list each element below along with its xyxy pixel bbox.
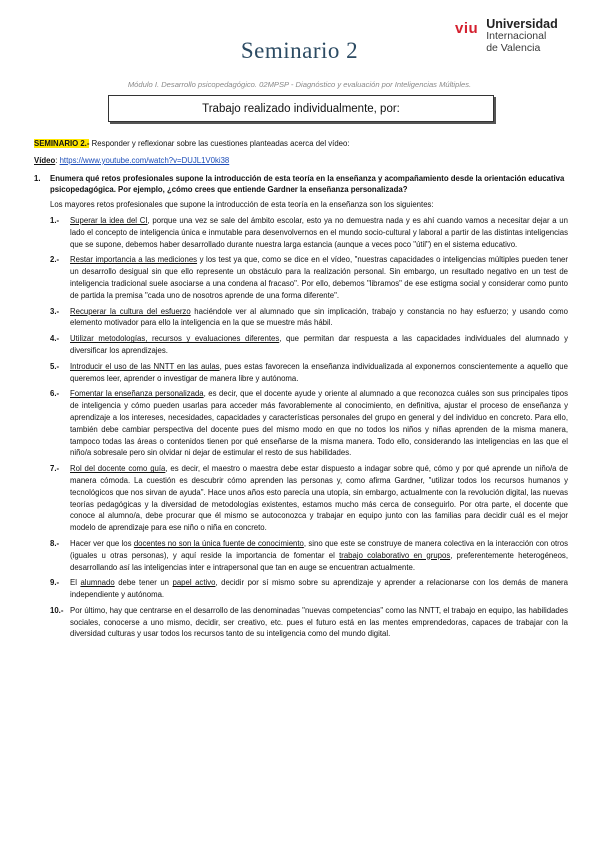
list-item — [50, 215, 568, 250]
author-box — [108, 95, 494, 122]
question — [34, 173, 568, 197]
list-item-number: 1.- — [50, 215, 60, 225]
item-text-part: haciéndole ver al alumnado que sin implicación, trabajo y constancia no hay esfuerzo; y usando como elemento motivador para ello la inteligencia en la que se muestre más hábil. — [70, 306, 568, 328]
list-item-text — [70, 254, 568, 301]
list-item — [50, 463, 568, 534]
seminar-label: SEMINARIO 2.- — [34, 139, 90, 148]
list-item-number: 4.- — [50, 334, 60, 344]
seminar-instruction — [34, 138, 568, 150]
list-item-number: 6.- — [50, 389, 60, 399]
item-text-part: debe tener un — [114, 578, 173, 588]
list-item-number: 8.- — [50, 538, 60, 548]
item-text-part: , que permitan dar respuesta a las capacidades individuales del alumnado y diversificar los aprendizajes. — [70, 334, 568, 355]
item-text-part: Hacer ver que los — [70, 538, 134, 548]
list-item-text — [70, 361, 568, 385]
list-item-number: 5.- — [50, 361, 60, 371]
list-item — [50, 254, 568, 301]
item-text-part: Por último, hay que centrarse en el desarrollo de las denominadas "nuevas competencias" como las NNTT, el trabajo en equipo, las habilidades sociales, conocerse a uno mismo, decidir, ser creativo, etc. pues el futuro está en las mentes emprendedoras, capaces de trabajar con la diversidad culturas y usar todos los recursos tanto de su inteligencia como del mundo digital. — [70, 605, 568, 639]
item-text-part: , es decir, el maestro o maestra debe estar dispuesto a indagar sobre qué, cómo y por qué aprende un niño/a de manera cómoda. La cuestión es descubrir cómo aprenden las personas y, como afirma Gardner, "utilizar todos los recursos humanos y tecnológicos que nos sirvan de ayuda". Hace unos años esto parecía una utopía, sin embargo, actualmente con la revolución digital, las nuevas teorías pedagógicas y la diversidad de metodologías existentes, estamos mucho más cerca de conseguirlo. Por otra parte, el docente que conoce al alumno/a, debe procurar que él mismo se autoconozca y trabajar en equipo junto con las familias para decidir cuál es el mejor modelo de aprendizaje para ese niño o niña en concreto. — [70, 464, 568, 533]
answer-intro: Los mayores retos profesionales que supone la introducción de esta teoría en la enseñanza son los siguientes: — [50, 200, 434, 210]
list-item-number: 2.- — [50, 255, 60, 265]
list-item-text — [70, 538, 568, 573]
list-item-text — [70, 215, 568, 250]
underlined-text: alumnado — [80, 578, 115, 588]
question-number: 1. — [34, 173, 41, 183]
question-text: Enumera qué retos profesionales supone la introducción de esta teoría en la enseñanza y acompañamiento desde la orientación educativa psicopedagógica. Por ejemplo, ¿cómo crees que entiende Gardner la enseñanza personalizada? — [50, 173, 565, 195]
university-name-line3: de Valencia — [486, 42, 541, 54]
item-text-part: , es decir, que el docente ayude y oriente al alumnado a que reconozca cuáles son sus principales tipos de inteligencia y cómo pueden usarlas para acceder más favorablemente al conocimiento, en definitiva, ajustar el proceso de enseñanza y aprendizaje a los intereses, necesidades, capacidades y características personales del grupo en general y del individuo en concreto. Para ello, también debe cambiar perspectiva del docente pues del mismo modo en que no todos los niños y niñas aprenden de la misma manera, tampoco todas las áreas o contenidos tienen por qué enseñarse de la misma manera. Todo ello, considerando las inteligencias en las que el niño/a sobresale pero sin olvidar ni dejar de estimular el resto de sus habilidades. — [70, 389, 568, 458]
seminar-text: Responder y reflexionar sobre las cuestiones planteadas acerca del vídeo: — [89, 139, 350, 148]
underlined-text: Restar importancia a las mediciones — [70, 255, 198, 265]
video-label: Vídeo — [34, 155, 56, 165]
item-text-part: , pues estas favorecen la enseñanza individualizada al exponernos conscientemente a aquello que queremos leer, aprender o investigar de manera libre y autónoma. — [70, 361, 568, 383]
video-line — [34, 155, 568, 167]
list-item-text — [70, 605, 568, 640]
list-item-text — [70, 463, 568, 534]
item-text-part: , preferentemente heterogéneos, desarrollando así las inteligencias inter e intrapersonal que tan en auge se encuentran actualmente. — [70, 550, 568, 572]
list-item-number: 9.- — [50, 578, 60, 588]
module-subtitle: Módulo I. Desarrollo psicopedagógico. 02MPSP - Diagnóstico y evaluación por Inteligencias Múltiples. — [127, 80, 472, 89]
list-item — [50, 538, 568, 573]
item-text-part: , decidir por sí mismo sobre su aprendizaje y aprender a relacionarse con los demás de manera independiente y autónoma. — [70, 578, 568, 600]
page-title: Seminario 2 — [240, 38, 359, 63]
list-item — [50, 577, 568, 601]
list-item — [50, 388, 568, 459]
document-body — [34, 138, 568, 644]
underlined-text: Introducir el uso de las NNTT en las aulas — [70, 361, 220, 371]
underlined-text: Recuperar la cultura del esfuerzo — [70, 306, 191, 316]
video-link[interactable]: https://www.youtube.com/watch?v=DUJL1V0ki38 — [59, 155, 230, 165]
list-item-number: 3.- — [50, 306, 60, 316]
underlined-text: Superar la idea del CI — [70, 215, 148, 225]
underlined-text: Utilizar metodologías, recursos y evaluaciones diferentes — [70, 334, 280, 344]
university-name-line1: Universidad — [486, 17, 558, 31]
item-text-part: , porque una vez se sale del ámbito escolar, esto ya no demuestra nada y es ahí cuando vamos a necesitar dejar a un lado el concepto de inteligencia única e inmutable para desenvolvernos en el mundo socio-cultural y laboral a partir de las distintas inteligencias que se supone, debemos haber desarrollado durante nuestra larga estancia (aunque a veces poco "útil") en el sistema educativo. — [70, 215, 568, 249]
item-text-part: , sino que este se construye de manera colectiva en la interacción con otros (iguales u otras personas), y aquí reside la importancia de fomentar el — [70, 538, 568, 560]
item-text-part: y los test ya que, como se dice en el vídeo, "nuestras capacidades o inteligencias múltiples pueden tener un desarrollo desigual sin que ello represente un obstáculo para la realización personal. Sin embargo, un resultado negativo en un test de inteligencia tradicional suele asociarse a una condena al fracaso". Por ello, debemos "libramos" de ese estigma social y considerar como punto de partida la premisa "cada uno de nosotros aprende de una forma diferente". — [70, 255, 568, 300]
underlined-text: trabajo colaborativo en grupos — [339, 550, 451, 560]
list-item — [50, 605, 568, 640]
list-item — [50, 361, 568, 385]
list-item-text — [70, 333, 568, 357]
author-box-text: Trabajo realizado individualmente, por: — [202, 102, 400, 115]
viu-logo-mark: viu — [455, 20, 479, 37]
list-item — [50, 333, 568, 357]
underlined-text: Fomentar la enseñanza personalizada — [70, 389, 204, 399]
university-name-line2: Internacional — [486, 30, 547, 42]
video-sep: : — [55, 155, 60, 165]
underlined-text: Rol del docente como guía — [70, 464, 166, 474]
list-item-number: 10.- — [50, 605, 64, 615]
underlined-text: docentes no son la única fuente de conocimiento — [133, 538, 304, 548]
list-item-number: 7.- — [50, 464, 60, 474]
list-item-text — [70, 577, 568, 601]
item-text-part: El — [70, 578, 81, 588]
answer-list — [34, 215, 568, 640]
underlined-text: papel activo — [172, 578, 216, 588]
list-item — [50, 306, 568, 330]
list-item-text — [70, 306, 568, 330]
list-item-text — [70, 388, 568, 459]
